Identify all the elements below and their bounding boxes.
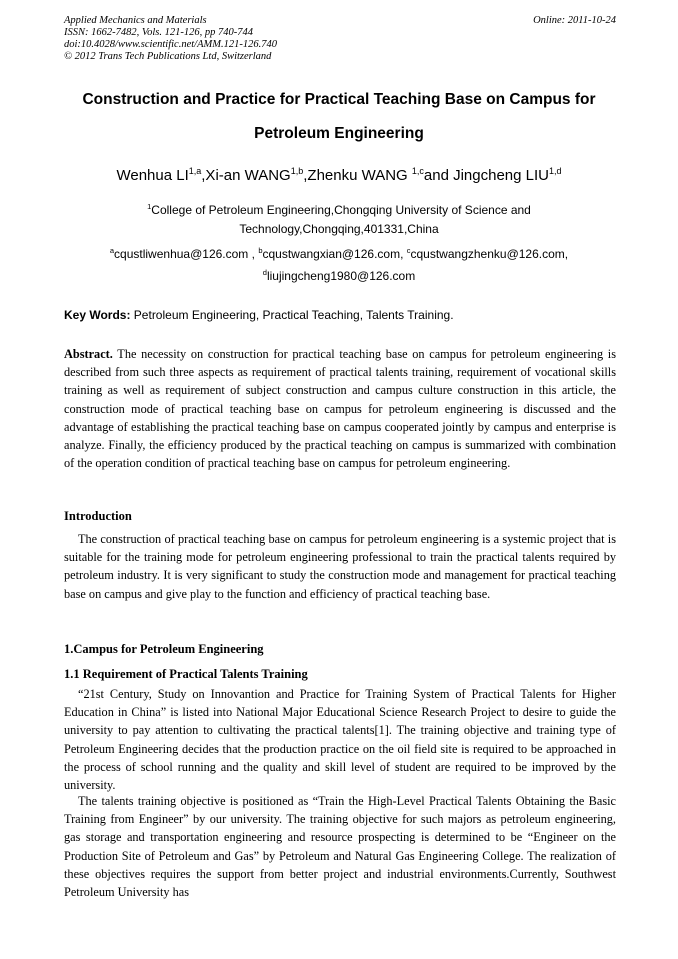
affiliation-sup: 1 (147, 202, 152, 211)
email-address: liujingcheng1980@126.com (266, 269, 416, 283)
author-list (40, 167, 638, 184)
author-sup: 1,d (549, 166, 562, 176)
author-name: ,Zhenku WANG (303, 167, 412, 184)
abstract-paragraph (64, 345, 616, 472)
doi-line: doi:10.4028/www.scientific.net/AMM.121-126.740 (64, 39, 277, 50)
author-name: ,Xi-an WANG (201, 167, 291, 184)
author-name: and Jingcheng LIU (423, 167, 549, 184)
journal-header (64, 15, 616, 63)
email-address: cqustliwenhua@126.com , (114, 247, 259, 261)
introduction-paragraph: The construction of practical teaching base on campus for petroleum engineering is a systemic project that is suitable for the training mode for petroleum engineering professional to train the practical talents required by petroleum industry. It is very significant to study the construction mode and management for practical teaching base on campus and give play to the function and efficiency of practical teaching base. (64, 532, 616, 601)
section-1-heading: 1.Campus for Petroleum Engineering (64, 642, 264, 656)
email-sup: d (262, 268, 267, 277)
author-sup: 1,b (290, 166, 304, 176)
keywords (64, 308, 616, 322)
email-line-1 (40, 247, 638, 261)
affiliation-text: College of Petroleum Engineering,Chongqing University of Science and (151, 203, 531, 217)
paper-title-line-2: Petroleum Engineering (254, 125, 424, 142)
email-sup: c (406, 246, 411, 255)
affiliation-line-2: Technology,Chongqing,401331,China (239, 222, 439, 236)
author-sup: 1,a (188, 166, 202, 176)
online-date: Online: 2011-10-24 (533, 15, 616, 26)
subsection-1-1-heading: 1.1 Requirement of Practical Talents Training (64, 667, 308, 681)
affiliation-line-1 (40, 203, 638, 217)
paper-title-line-1: Construction and Practice for Practical Teaching Base on Campus for (82, 91, 596, 108)
abstract-label: Abstract. (64, 347, 113, 361)
abstract-text: The necessity on construction for practical teaching base on campus for petroleum engineering is described from such three aspects as requirement of practical talents training, requirement of vocational skills training as well as requirement of subject construction and campus culture construction in this article, the construction mode of practical teaching base on campus for petroleum engineering is discussed and the advantage of establishing the practical teaching base on campus cooperated jointly by campus and enterprise is analyze. Finally, the efficiency produced by the practical teaching on campus is summarized with combination of the operation condition of practical teaching base on campus for petroleum engineering. (64, 347, 616, 471)
author-sup: 1,c (411, 166, 424, 176)
section-1-1-paragraph-2: The talents training objective is positioned as “Train the High-Level Practical Talents Obtaining the Basic Training from Engineer” by our university. The training objective for such majors as petroleum engineering, gas storage and transportation engineering and resource prospecting is determined to be “Engineer on the Production Site of Petroleum and Gas” by Petroleum and Natural Gas Engineering College. The realization of these objectives requires the support from better project and industrial environments.Currently, Southwest Petroleum University has (64, 794, 616, 900)
author-name: Wenhua LI (116, 167, 189, 184)
copyright-line: © 2012 Trans Tech Publications Ltd, Switzerland (64, 51, 272, 62)
email-sup: b (258, 246, 263, 255)
introduction-heading: Introduction (64, 509, 132, 523)
email-sup: a (109, 246, 115, 255)
keywords-text: Petroleum Engineering, Practical Teaching, Talents Training. (130, 308, 454, 322)
issn-line: ISSN: 1662-7482, Vols. 121-126, pp 740-744 (64, 27, 253, 38)
email-address: cqustwangzhenku@126.com, (410, 247, 569, 261)
email-line-2 (40, 269, 638, 283)
section-1-1-paragraph-1: “21st Century, Study on Innovantion and Practice for Training System of Practical Talents for Higher Education in China” is listed into National Major Educational Science Research Project to desire to guide the university to pay attention to cultivating the practical talents[1]. The training objective and training type of Petroleum Engineering decides that the production practice on the oil field site is required to be approached in the process of school running and the quality and skill level of student are required to be improved by the university. (64, 687, 616, 793)
journal-name: Applied Mechanics and Materials (64, 15, 207, 26)
keywords-label: Key Words: (64, 308, 131, 322)
email-address: cqustwangxian@126.com, (262, 247, 407, 261)
